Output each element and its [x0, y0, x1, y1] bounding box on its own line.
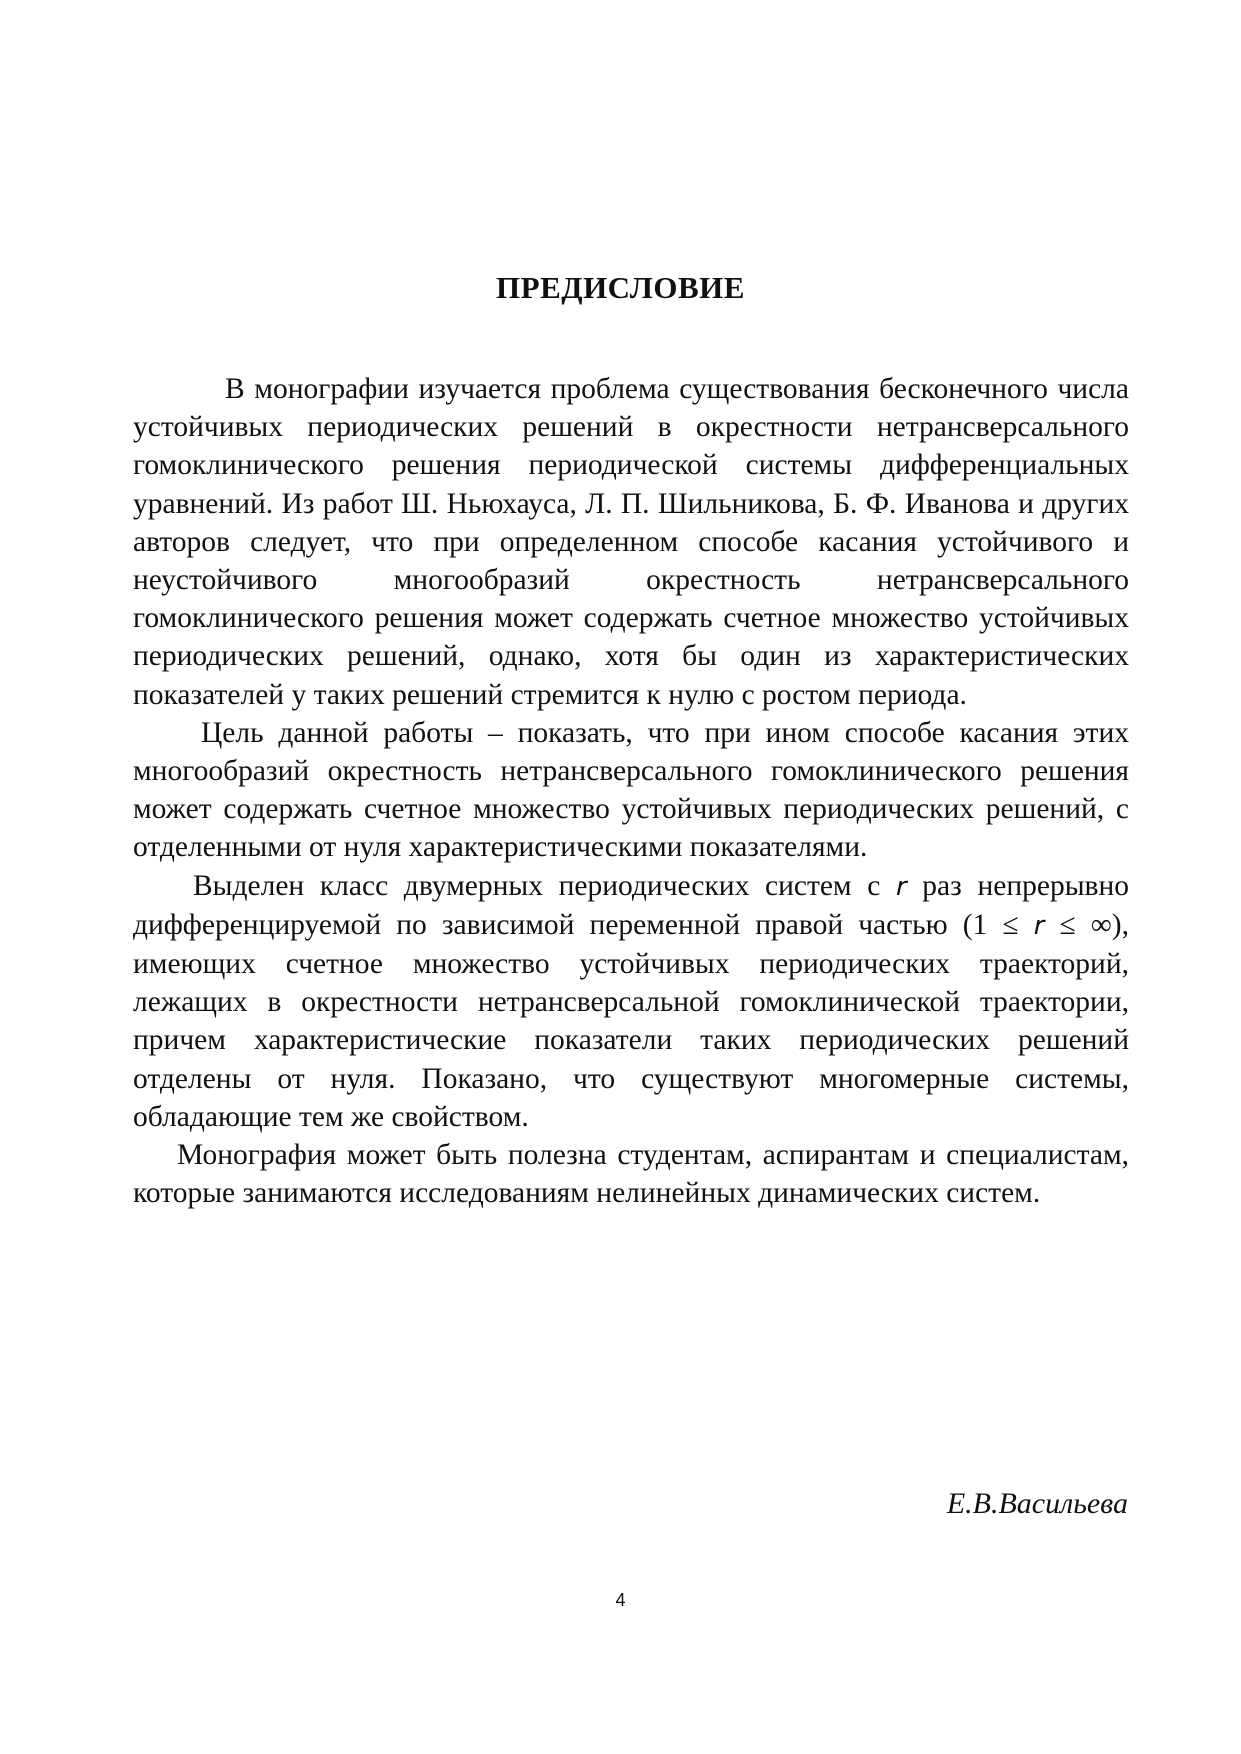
- page-title: ПРЕДИСЛОВИЕ: [496, 270, 745, 305]
- variable-r: r: [1033, 910, 1045, 941]
- paragraph-3-part-1: Выделен класс двумерных периодических систем с: [193, 869, 896, 902]
- variable-r: r: [895, 871, 907, 902]
- paragraph-2: Цель данной работы – показать, что при ином способе касания этих многообразий окрестность нетрансверсального гомоклинического решения может содержать счетное множество устойчивых периодических решений, с отделенными от нуля характеристическими показателями.: [133, 716, 1129, 864]
- paragraph-3-part-3: ≤ ∞), имеющих счетное множество устойчивых периодических траекторий, лежащих в окрестности нетрансверсальной гомоклинической траектории, причем характеристические показатели таких периодических решений отделены от нуля. Показано, что существуют многомерные системы, обладающие тем же свойством.: [133, 908, 1130, 1133]
- body-text: [133, 370, 1129, 1212]
- author-signature: Е.В.Васильева: [946, 1487, 1128, 1520]
- paragraph-3: [133, 867, 1129, 1136]
- paragraph-4: Монография может быть полезна студентам, аспирантам и специалистам, которые занимаются исследованиям нелинейных динамических систем.: [133, 1139, 1129, 1210]
- page-number: 4: [615, 1590, 626, 1610]
- paragraph-3-part-2: раз непрерывно дифференцируемой по зависимой переменной правой частью (1 ≤: [133, 869, 1129, 941]
- paragraph-1: В монографии изучается проблема существования бесконечного числа устойчивых периодических решений в окрестности нетрансверсального гомоклинического решения периодической системы дифференциальных уравнений. Из работ Ш. Ньюхауса, Л. П. Шильникова, Б. Ф. Иванова и других авторов следует, что при определенном способе касания устойчивого и неустойчивого многообразий окрестность нетрансверсального гомоклинического решения может содержать счетное множество устойчивых периодических решений, однако, хотя бы один из характеристических показателей у таких решений стремится к нулю с ростом периода.: [133, 373, 1129, 711]
